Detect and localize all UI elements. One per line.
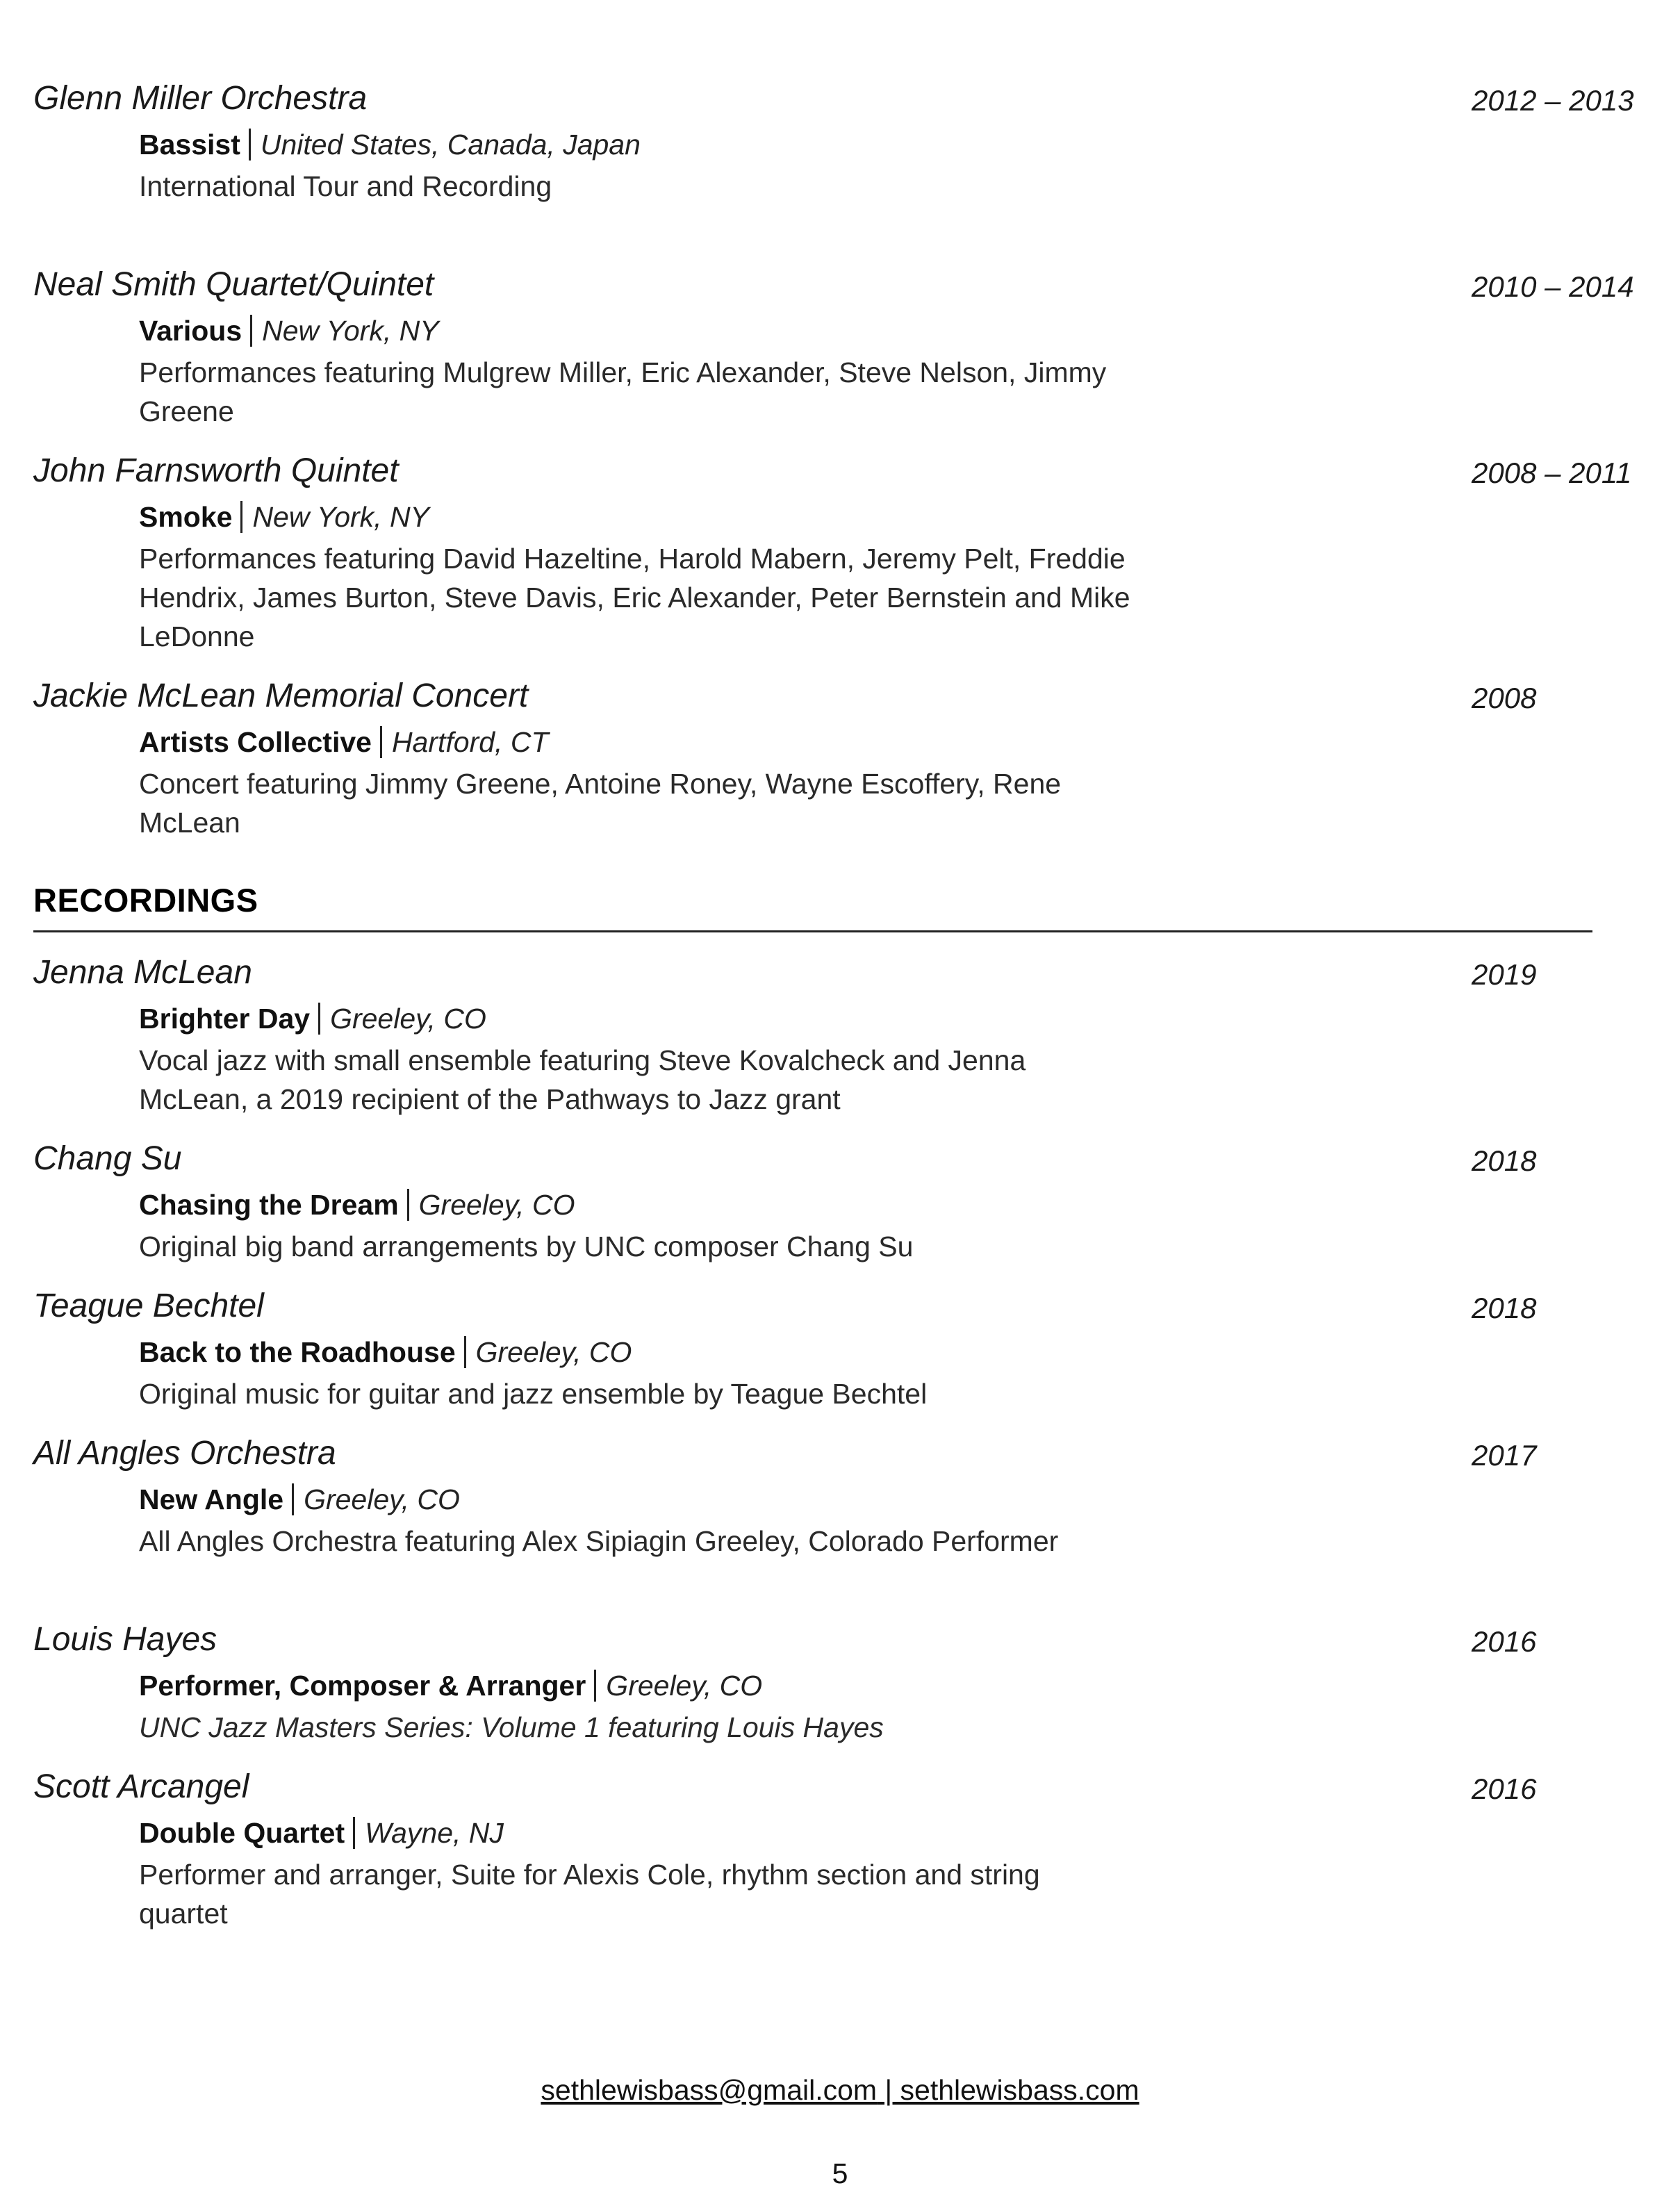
recording-album: New Angle — [139, 1483, 284, 1515]
recording-year: 2016 — [1472, 1625, 1537, 1658]
entry-title: Jackie McLean Memorial Concert — [33, 677, 529, 714]
entry-date: 2010 – 2014 — [1472, 270, 1634, 303]
recording-year: 2016 — [1472, 1772, 1537, 1805]
recording-artist: All Angles Orchestra — [33, 1435, 336, 1472]
separator-bar — [353, 1817, 355, 1849]
entry-subtitle — [139, 313, 439, 349]
entry-role: Smoke — [139, 501, 233, 533]
entry-date: 2008 – 2011 — [1472, 456, 1632, 489]
separator-bar — [250, 315, 252, 347]
recording-album: Double Quartet — [139, 1817, 345, 1849]
separator-bar — [464, 1336, 466, 1368]
recording-subtitle — [139, 1334, 632, 1370]
recording-subtitle — [139, 1815, 504, 1851]
entry-location: Hartford, CT — [391, 726, 549, 758]
footer-contact — [0, 2072, 1680, 2108]
recording-artist: Jenna McLean — [33, 954, 252, 991]
recording-location: Greeley, CO — [304, 1483, 460, 1515]
entry-date: 2008 — [1472, 682, 1537, 714]
separator-bar — [594, 1670, 596, 1702]
recording-subtitle — [139, 1481, 460, 1517]
recording-artist: Chang Su — [33, 1140, 182, 1177]
recording-artist: Louis Hayes — [33, 1621, 217, 1658]
entry-role: Bassist — [139, 129, 240, 161]
recording-year: 2017 — [1472, 1439, 1537, 1472]
recording-description: Original music for guitar and jazz ensemble by Teague Bechtel — [139, 1378, 928, 1410]
entry-description: Performances featuring Mulgrew Miller, Eric Alexander, Steve Nelson, Jimmy Greene — [139, 356, 1107, 427]
recording-album: Back to the Roadhouse — [139, 1336, 456, 1368]
entry-title: Neal Smith Quartet/Quintet — [33, 266, 434, 303]
separator-bar — [380, 726, 382, 758]
entry-date: 2012 – 2013 — [1472, 84, 1634, 117]
separator-bar — [407, 1189, 409, 1221]
entry-subtitle — [139, 499, 429, 535]
recording-album: Chasing the Dream — [139, 1189, 399, 1221]
recording-album: Brighter Day — [139, 1003, 311, 1035]
separator-bar — [292, 1483, 294, 1515]
recording-album: Performer, Composer & Arranger — [139, 1670, 586, 1702]
recording-location: Greeley, CO — [330, 1003, 486, 1035]
recording-year: 2018 — [1472, 1292, 1537, 1324]
recording-description: Original big band arrangements by UNC composer Chang Su — [139, 1231, 914, 1262]
entry-description: International Tour and Recording — [139, 170, 552, 202]
page-number: 5 — [832, 2157, 848, 2189]
recording-description: All Angles Orchestra featuring Alex Sipiagin Greeley, Colorado Performer — [139, 1525, 1059, 1557]
email-link[interactable]: sethlewisbass@gmail.com — [541, 2074, 878, 2106]
entry-location: New York, NY — [262, 315, 439, 347]
recording-location: Wayne, NJ — [365, 1817, 504, 1849]
recording-year: 2018 — [1472, 1144, 1537, 1177]
entry-role: Various — [139, 315, 242, 347]
recording-subtitle — [139, 1187, 575, 1223]
recording-location: Greeley, CO — [606, 1670, 763, 1702]
entry-description: Performances featuring David Hazeltine, Harold Mabern, Jeremy Pelt, Freddie Hendrix, James Burton, Steve Davis, Eric Alexander, Peter Bernstein and Mike LeDonne — [139, 543, 1130, 652]
recording-subtitle — [139, 1001, 486, 1037]
recording-artist: Teague Bechtel — [33, 1287, 264, 1324]
recording-description: Vocal jazz with small ensemble featuring Steve Kovalcheck and Jenna McLean, a 2019 recipient of the Pathways to Jazz grant — [139, 1044, 1026, 1115]
separator-bar — [240, 501, 242, 533]
recording-year: 2019 — [1472, 958, 1537, 991]
entry-location: United States, Canada, Japan — [260, 129, 641, 161]
entry-title: John Farnsworth Quintet — [33, 452, 399, 489]
section-heading-recordings: RECORDINGS — [33, 882, 258, 919]
separator-bar — [249, 129, 251, 161]
separator-bar — [318, 1003, 320, 1035]
recording-artist: Scott Arcangel — [33, 1768, 249, 1805]
recording-subtitle — [139, 1668, 762, 1704]
recording-location: Greeley, CO — [475, 1336, 632, 1368]
section-divider — [33, 930, 1592, 932]
entry-title: Glenn Miller Orchestra — [33, 80, 368, 117]
footer-separator: | — [877, 2074, 900, 2106]
recording-description: Performer and arranger, Suite for Alexis Cole, rhythm section and string quartet — [139, 1859, 1040, 1929]
recording-location: Greeley, CO — [418, 1189, 575, 1221]
entry-subtitle — [139, 724, 549, 760]
entry-subtitle — [139, 126, 641, 163]
entry-location: New York, NY — [252, 501, 429, 533]
entry-role: Artists Collective — [139, 726, 372, 758]
entry-description: Concert featuring Jimmy Greene, Antoine Roney, Wayne Escoffery, Rene McLean — [139, 768, 1062, 839]
recording-description: UNC Jazz Masters Series: Volume 1 featuring Louis Hayes — [139, 1711, 884, 1743]
website-link[interactable]: sethlewisbass.com — [900, 2074, 1139, 2106]
